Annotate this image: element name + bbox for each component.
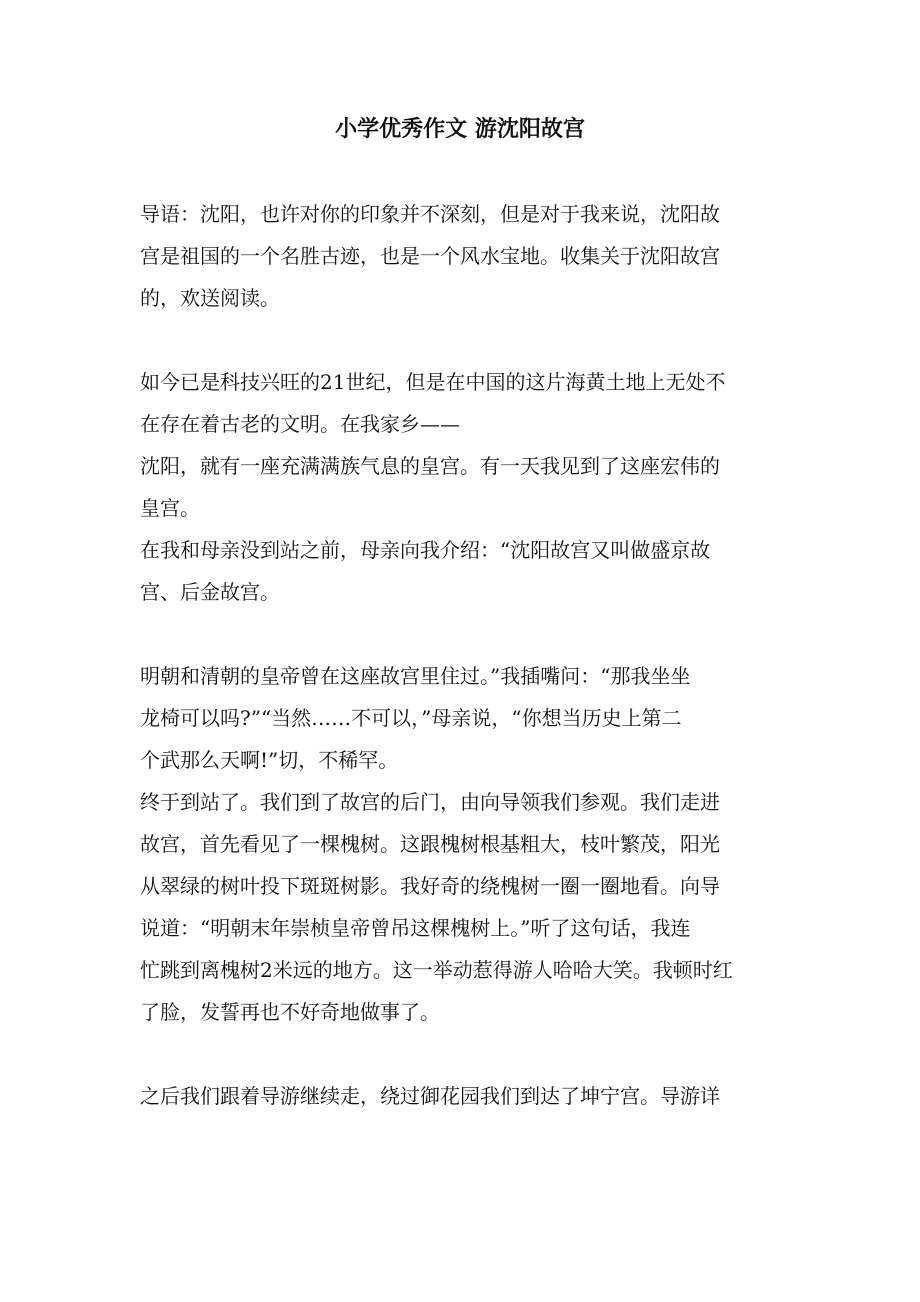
text-line: 个武那么天啊!”切，不稀罕。 xyxy=(140,748,399,772)
text-line: 宫、后金故宫。 xyxy=(140,580,280,604)
page-title: 小学优秀作文 游沈阳故宫 xyxy=(335,116,585,142)
text-line: 沈阳，就有一座充满满族气息的皇宫。有一天我见到了这座宏伟的 xyxy=(140,454,720,478)
text-line: 如今已是科技兴旺的21世纪，但是在中国的这片海黄土地上无处不 xyxy=(140,370,726,394)
text-line: 说道：“明朝末年崇桢皇帝曾吊这棵槐树上。”听了这句话，我连 xyxy=(140,916,691,940)
text-line: 了脸，发誓再也不好奇地做事了。 xyxy=(140,1000,440,1024)
text-line: 的，欢送阅读。 xyxy=(140,286,280,310)
text-line: 忙跳到离槐树2米远的地方。这一举动惹得游人哈哈大笑。我顿时红 xyxy=(140,958,733,982)
text-line: 之后我们跟着导游继续走，绕过御花园我们到达了坤宁宫。导游详 xyxy=(140,1084,720,1108)
text-line: 宫是祖国的一个名胜古迹，也是一个风水宝地。收集关于沈阳故宫 xyxy=(140,244,720,268)
text-line: 在我和母亲没到站之前，母亲向我介绍：“沈阳故宫又叫做盛京故 xyxy=(140,538,711,562)
text-line: 终于到站了。我们到了故宫的后门，由向导领我们参观。我们走进 xyxy=(140,790,720,814)
text-line: 龙椅可以吗?”“当然……不可以，”母亲说，“你想当历史上第二 xyxy=(140,706,682,730)
text-line: 在存在着古老的文明。在我家乡—— xyxy=(140,412,460,436)
text-line: 故宫，首先看见了一棵槐树。这跟槐树根基粗大，枝叶繁茂，阳光 xyxy=(140,832,720,856)
text-line: 导语：沈阳，也许对你的印象并不深刻，但是对于我来说，沈阳故 xyxy=(140,202,720,226)
text-line: 皇宫。 xyxy=(140,496,200,520)
text-line: 明朝和清朝的皇帝曾在这座故宫里住过。”我插嘴问：“那我坐坐 xyxy=(140,664,691,688)
text-line: 从翠绿的树叶投下斑斑树影。我好奇的绕槐树一圈一圈地看。向导 xyxy=(140,874,720,898)
